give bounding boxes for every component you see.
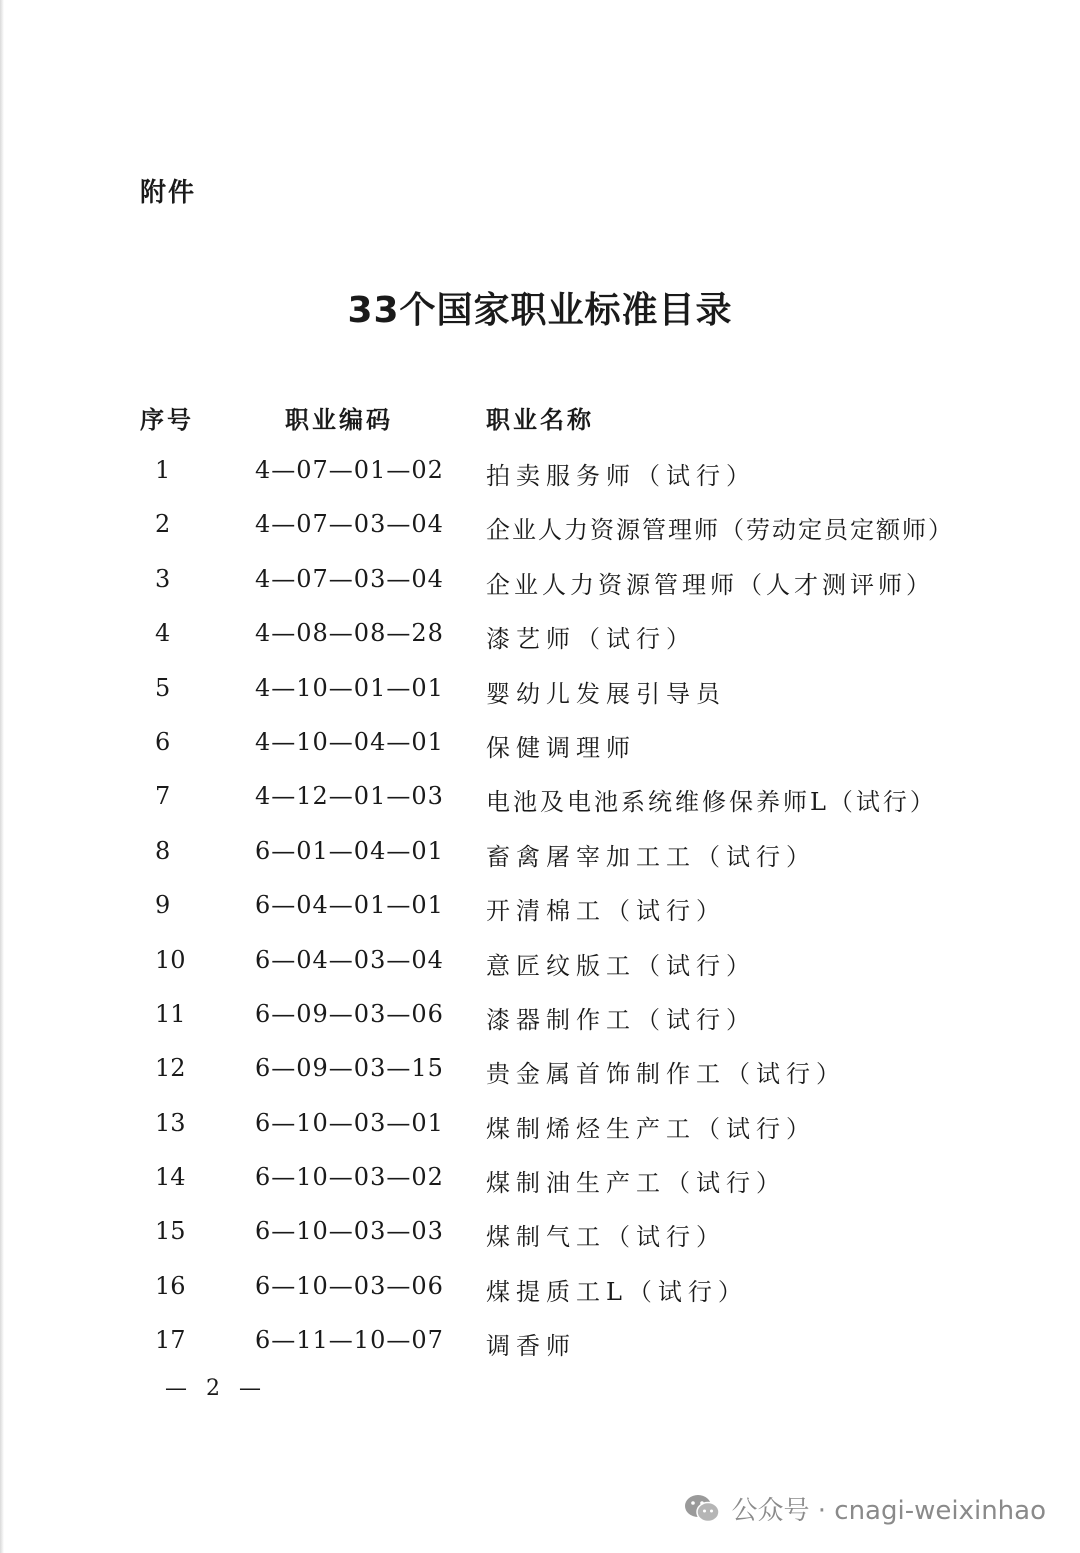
row-name: 意匠纹版工（试行）	[486, 951, 756, 980]
row-seq: 14	[155, 1163, 186, 1192]
table-row	[0, 1159, 1080, 1213]
row-code: 6—01—04—01	[255, 836, 444, 865]
row-seq: 15	[155, 1217, 186, 1246]
row-seq: 3	[155, 564, 171, 593]
row-code: 4—10—04—01	[255, 727, 444, 756]
table-row	[0, 778, 1080, 832]
table-row	[0, 452, 1080, 506]
header-name: 职业名称	[486, 406, 594, 434]
row-code: 6—10—03—06	[255, 1271, 444, 1300]
row-code: 6—04—03—04	[255, 945, 444, 974]
table-row	[0, 561, 1080, 615]
row-name: 漆艺师（试行）	[486, 625, 696, 654]
row-code: 4—07—03—04	[255, 564, 444, 593]
row-name: 煤制油生产工（试行）	[486, 1169, 786, 1198]
table-row	[0, 670, 1080, 724]
row-seq: 17	[155, 1326, 186, 1355]
row-code: 4—10—01—01	[255, 673, 444, 702]
row-seq: 1	[155, 456, 171, 484]
row-name: 煤制气工（试行）	[486, 1223, 726, 1252]
table-row	[0, 724, 1080, 778]
watermark	[683, 1490, 1046, 1527]
row-seq: 2	[155, 510, 171, 539]
row-code: 4—08—08—28	[255, 619, 444, 648]
table-header	[0, 400, 1080, 440]
row-seq: 5	[155, 673, 171, 702]
wechat-icon	[683, 1493, 721, 1525]
row-seq: 16	[155, 1271, 186, 1300]
header-seq: 序号	[140, 406, 194, 434]
row-seq: 13	[155, 1108, 186, 1137]
table-row	[0, 996, 1080, 1050]
row-name: 保健调理师	[486, 733, 636, 762]
table-row	[0, 1050, 1080, 1104]
row-name: 企业人力资源管理师（劳动定员定额师）	[486, 516, 954, 545]
table-row	[0, 506, 1080, 560]
row-name: 开清棉工（试行）	[486, 897, 726, 926]
row-seq: 6	[155, 727, 171, 756]
table-row	[0, 833, 1080, 887]
row-code: 6—09—03—06	[255, 999, 444, 1028]
row-code: 6—09—03—15	[255, 1054, 444, 1083]
row-seq: 9	[155, 891, 171, 920]
occupation-table	[0, 452, 1080, 1377]
table-row	[0, 942, 1080, 996]
row-code: 4—07—03—04	[255, 510, 444, 539]
table-row	[0, 1213, 1080, 1267]
row-seq: 8	[155, 836, 171, 865]
watermark-text: 公众号 · cnagi-weixinhao	[731, 1496, 1046, 1526]
row-name: 电池及电池系统维修保养师L（试行）	[486, 788, 937, 817]
table-row	[0, 1105, 1080, 1159]
row-seq: 11	[155, 999, 186, 1028]
row-name: 畜禽屠宰加工工（试行）	[486, 842, 816, 871]
row-name: 漆器制作工（试行）	[486, 1005, 756, 1034]
row-code: 6—10—03—02	[255, 1163, 444, 1192]
row-name: 拍卖服务师（试行）	[486, 462, 756, 490]
header-code: 职业编码	[285, 406, 393, 434]
row-name: 贵金属首饰制作工（试行）	[486, 1060, 846, 1089]
table-row	[0, 1322, 1080, 1376]
row-name: 煤制烯烃生产工（试行）	[486, 1114, 816, 1143]
row-code: 6—11—10—07	[255, 1326, 444, 1355]
row-code: 4—07—01—02	[255, 456, 444, 484]
table-row	[0, 1268, 1080, 1322]
row-seq: 4	[155, 619, 171, 648]
row-code: 6—10—03—03	[255, 1217, 444, 1246]
row-code: 6—04—01—01	[255, 891, 444, 920]
row-name: 煤提质工L（试行）	[486, 1277, 748, 1306]
row-code: 6—10—03—01	[255, 1108, 444, 1137]
row-seq: 10	[155, 945, 186, 974]
row-seq: 7	[155, 782, 171, 811]
row-code: 4—12—01—03	[255, 782, 444, 811]
row-name: 婴幼儿发展引导员	[486, 679, 726, 708]
table-row	[0, 615, 1080, 669]
table-row	[0, 887, 1080, 941]
page-number: — 2 —	[165, 1376, 267, 1401]
document-title: 33个国家职业标准目录	[347, 290, 733, 331]
attachment-label: 附件	[140, 178, 197, 208]
row-name: 调香师	[486, 1332, 576, 1361]
row-seq: 12	[155, 1054, 186, 1083]
row-name: 企业人力资源管理师（人才测评师）	[486, 570, 934, 599]
